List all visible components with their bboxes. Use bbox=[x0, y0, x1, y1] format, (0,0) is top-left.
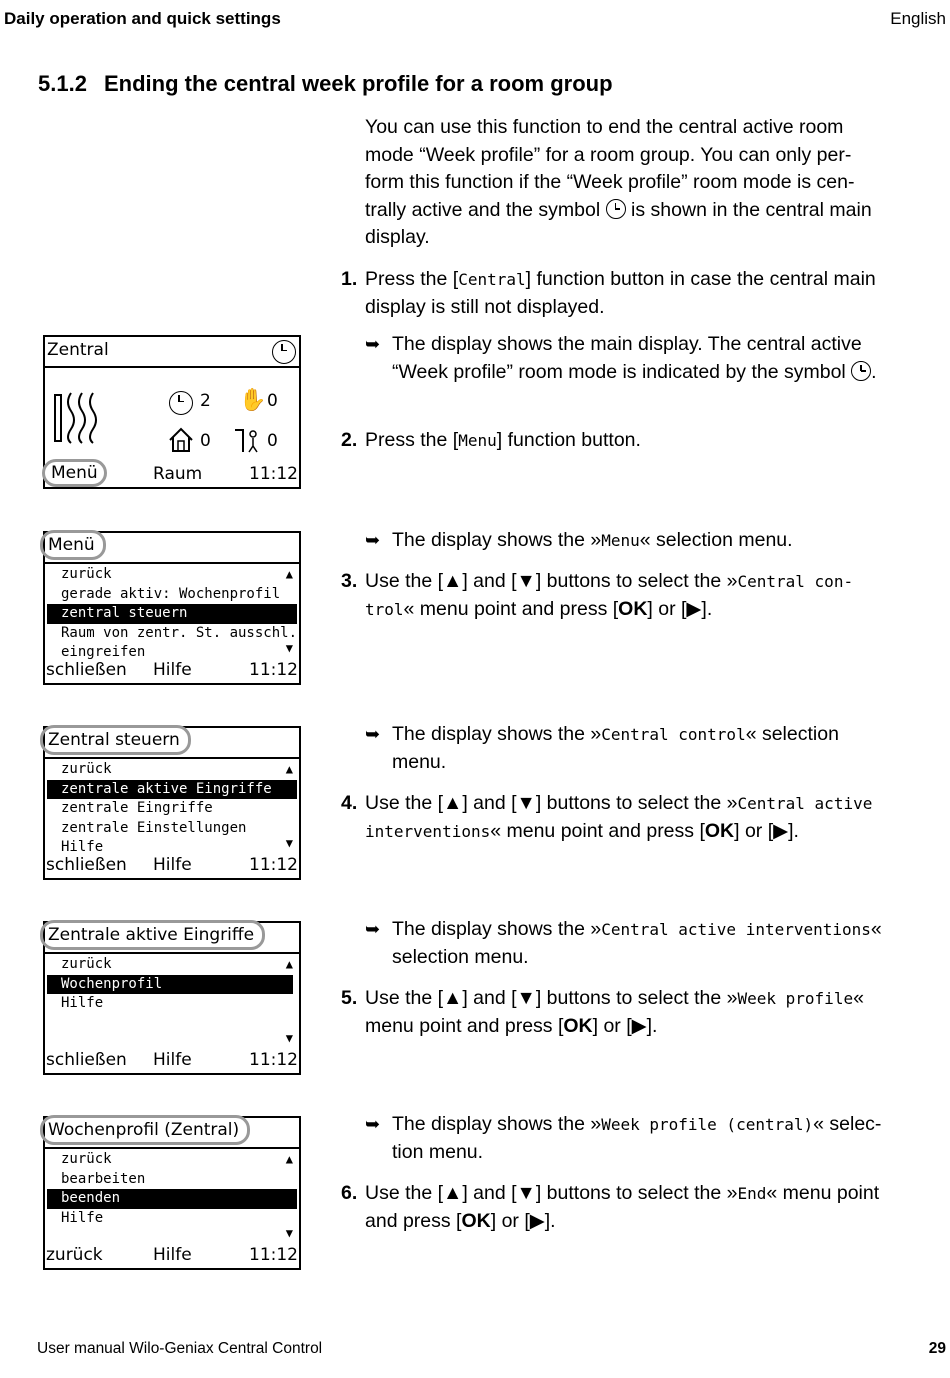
absence-icon bbox=[231, 426, 267, 454]
softkey-left[interactable]: zurück bbox=[46, 1245, 103, 1265]
lcd-central-active-interventions bbox=[43, 921, 301, 1075]
step-number: 1. bbox=[341, 268, 358, 290]
lcd-title: Zentrale aktive Eingriffe bbox=[40, 920, 265, 950]
softkey-middle[interactable]: Hilfe bbox=[153, 855, 192, 875]
lcd-time: 11:12 bbox=[249, 855, 298, 875]
hand-icon: ✋ bbox=[239, 388, 267, 413]
step-number: 3. bbox=[341, 570, 358, 592]
lcd-time: 11:12 bbox=[249, 464, 298, 484]
section-title: Ending the central week profile for a room group bbox=[104, 71, 613, 96]
scroll-up-icon: ▲ bbox=[285, 957, 293, 971]
lcd-footer bbox=[45, 659, 299, 681]
menu-name: Week profile (central) bbox=[601, 1115, 814, 1134]
menu-item[interactable]: Raum von zentr. St. ausschl. bbox=[61, 624, 298, 641]
step-number: 6. bbox=[341, 1182, 358, 1204]
result-text: The display shows the » bbox=[392, 723, 602, 745]
result-arrow-icon: ➥ bbox=[365, 530, 381, 550]
menu-item[interactable]: zentrale Einstellungen bbox=[61, 819, 247, 836]
result-5 bbox=[365, 1111, 885, 1166]
result-text: « selection menu. bbox=[639, 529, 793, 551]
lcd-footer bbox=[45, 854, 299, 876]
lcd-menu bbox=[43, 531, 301, 685]
clock-icon bbox=[606, 199, 626, 219]
softkey-left[interactable]: Menü bbox=[42, 459, 107, 487]
softkey-left[interactable]: schließen bbox=[46, 660, 127, 680]
scroll-down-icon: ▼ bbox=[285, 836, 293, 850]
menu-item-selected[interactable]: zentral steuern bbox=[47, 604, 297, 624]
step-text: Use the [▲] and [▼] buttons to select the » bbox=[365, 570, 738, 592]
lcd-time: 11:12 bbox=[249, 660, 298, 680]
page-number: 29 bbox=[928, 1340, 946, 1357]
softkey-middle[interactable]: Hilfe bbox=[153, 1050, 192, 1070]
softkey-middle[interactable]: Hilfe bbox=[153, 660, 192, 680]
language-label: English bbox=[890, 9, 946, 28]
menu-item[interactable]: zentrale Eingriffe bbox=[61, 800, 213, 817]
lcd-divider bbox=[45, 1147, 299, 1149]
menu-item[interactable]: eingreifen bbox=[61, 644, 146, 661]
intro-text-1: You can use this function to end the central active room mode “Week profile” for a room group. You can only per-form this function if the “Week profile” room mode is cen-trally active and the symbol bbox=[365, 116, 855, 221]
step-text: ] or [▶]. bbox=[592, 1014, 658, 1037]
home-count: 0 bbox=[200, 431, 211, 451]
step-text: « menu point and press [ bbox=[403, 597, 619, 620]
step-text: ] function button in case the central main display is still not displayed. bbox=[365, 268, 876, 318]
lcd-title: Wochenprofil (Zentral) bbox=[40, 1115, 250, 1145]
ok-key: OK bbox=[618, 597, 648, 620]
result-text: « selection menu. bbox=[392, 723, 839, 773]
step-6 bbox=[341, 1180, 886, 1235]
result-text: The display shows the main display. The central active “Week profile” room mode is indicated by the symbol bbox=[392, 333, 862, 383]
softkey-left[interactable]: schließen bbox=[46, 1050, 127, 1070]
lcd-week-profile-central bbox=[43, 1116, 301, 1270]
week-profile-count: 2 bbox=[200, 391, 211, 411]
menu-item[interactable]: zurück bbox=[61, 956, 112, 972]
intro-text-2: is shown in the central main display. bbox=[365, 198, 872, 248]
section-number: 5.1.2 bbox=[38, 71, 87, 96]
result-text: « selec-tion menu. bbox=[392, 1113, 882, 1163]
result-arrow-icon: ➥ bbox=[365, 919, 381, 939]
result-4 bbox=[365, 916, 885, 971]
lcd-divider bbox=[45, 562, 299, 564]
menu-name: Central con-trol bbox=[365, 572, 854, 619]
ok-key: OK bbox=[461, 1209, 491, 1232]
step-text: « menu point and press [ bbox=[490, 819, 705, 842]
menu-item[interactable]: Hilfe bbox=[61, 839, 104, 856]
step-text: ] or [▶]. bbox=[734, 819, 799, 842]
clock-icon bbox=[169, 391, 193, 415]
menu-item[interactable]: Hilfe bbox=[61, 1209, 104, 1226]
menu-item-selected[interactable]: beenden bbox=[47, 1189, 297, 1209]
lcd-time: 11:12 bbox=[249, 1050, 298, 1070]
softkey-middle[interactable]: Raum bbox=[153, 464, 203, 484]
step-text: ] function button. bbox=[496, 429, 641, 451]
lcd-menu-list bbox=[47, 760, 297, 858]
manual-count: 0 bbox=[267, 391, 278, 411]
lcd-footer bbox=[45, 1244, 299, 1266]
result-arrow-icon: ➥ bbox=[365, 1114, 381, 1134]
result-3 bbox=[365, 721, 885, 776]
ok-key: OK bbox=[563, 1014, 593, 1037]
lcd-main-display bbox=[43, 335, 301, 489]
menu-name: Menu bbox=[601, 531, 640, 550]
menu-name: Central active interventions bbox=[601, 920, 871, 939]
menu-item[interactable]: zurück bbox=[61, 1151, 112, 1167]
radiator-heat-icon bbox=[53, 387, 109, 445]
result-text: The display shows the » bbox=[392, 918, 602, 940]
menu-name: Central active interventions bbox=[365, 794, 873, 841]
menu-item-selected[interactable]: zentrale aktive Eingriffe bbox=[47, 780, 297, 800]
result-text: The display shows the » bbox=[392, 1113, 602, 1135]
step-number: 2. bbox=[341, 429, 358, 451]
step-text: « menu point and press [ bbox=[365, 987, 864, 1037]
menu-item[interactable]: zurück bbox=[61, 566, 112, 582]
scroll-up-icon: ▲ bbox=[285, 1152, 293, 1166]
clock-icon bbox=[851, 361, 871, 381]
lcd-central-control bbox=[43, 726, 301, 880]
step-number: 4. bbox=[341, 792, 358, 814]
scroll-down-icon: ▼ bbox=[285, 1031, 293, 1045]
softkey-middle[interactable]: Hilfe bbox=[153, 1245, 192, 1265]
lcd-divider bbox=[45, 757, 299, 759]
step-text: Use the [▲] and [▼] buttons to select the » bbox=[365, 792, 738, 814]
section-heading bbox=[38, 71, 613, 97]
lcd-title: Menü bbox=[40, 530, 106, 560]
menu-name: Week profile bbox=[737, 989, 854, 1008]
intro-paragraph bbox=[365, 114, 885, 252]
result-1 bbox=[365, 331, 885, 386]
step-5 bbox=[341, 985, 886, 1040]
step-3 bbox=[341, 568, 886, 623]
softkey-left[interactable]: schließen bbox=[46, 855, 127, 875]
lcd-footer bbox=[45, 463, 299, 485]
lcd-menu-list bbox=[47, 1150, 297, 1228]
menu-item[interactable]: zurück bbox=[61, 761, 112, 777]
scroll-up-icon: ▲ bbox=[285, 762, 293, 776]
house-icon bbox=[167, 426, 195, 454]
ok-key: OK bbox=[704, 819, 735, 842]
clock-icon bbox=[272, 340, 296, 364]
step-text: Use the [▲] and [▼] buttons to select the » bbox=[365, 1182, 738, 1204]
running-header: Daily operation and quick settings bbox=[4, 9, 281, 28]
lcd-menu-list bbox=[47, 955, 297, 1014]
step-text: ] or [▶]. bbox=[647, 597, 713, 620]
step-2 bbox=[341, 427, 886, 455]
menu-name: End bbox=[737, 1184, 767, 1203]
step-4 bbox=[341, 790, 886, 845]
menu-item[interactable]: bearbeiten bbox=[61, 1170, 146, 1187]
absence-count: 0 bbox=[267, 431, 278, 451]
result-2 bbox=[365, 527, 885, 555]
result-arrow-icon: ➥ bbox=[365, 334, 381, 354]
lcd-title: Zentral steuern bbox=[40, 725, 191, 755]
menu-item-selected[interactable]: Wochenprofil bbox=[47, 975, 293, 995]
result-text: . bbox=[871, 360, 877, 383]
step-text: Use the [▲] and [▼] buttons to select the » bbox=[365, 987, 738, 1009]
lcd-menu-list bbox=[47, 565, 297, 663]
result-text: The display shows the » bbox=[392, 529, 602, 551]
lcd-divider bbox=[45, 366, 299, 368]
lcd-title: Zentral bbox=[47, 340, 109, 360]
lcd-footer bbox=[45, 1049, 299, 1071]
menu-name: Central control bbox=[601, 725, 746, 744]
scroll-down-icon: ▼ bbox=[285, 1226, 293, 1240]
button-name: Central bbox=[458, 270, 526, 289]
step-number: 5. bbox=[341, 987, 358, 1009]
scroll-up-icon: ▲ bbox=[285, 567, 293, 581]
step-text: ] or [▶]. bbox=[490, 1209, 556, 1232]
scroll-down-icon: ▼ bbox=[285, 641, 293, 655]
step-text: « menu point and press [ bbox=[365, 1182, 880, 1232]
lcd-time: 11:12 bbox=[249, 1245, 298, 1265]
result-text: « selection menu. bbox=[392, 918, 882, 968]
footer-manual-title: User manual Wilo-Geniax Central Control bbox=[37, 1340, 323, 1357]
step-text: Press the [ bbox=[365, 429, 459, 451]
lcd-divider bbox=[45, 952, 299, 954]
result-arrow-icon: ➥ bbox=[365, 724, 381, 744]
menu-item[interactable]: Hilfe bbox=[61, 995, 104, 1012]
menu-item[interactable]: gerade aktiv: Wochenprofil bbox=[61, 585, 281, 602]
step-1 bbox=[341, 266, 886, 321]
step-text: Press the [ bbox=[365, 268, 459, 290]
button-name: Menu bbox=[458, 431, 497, 450]
